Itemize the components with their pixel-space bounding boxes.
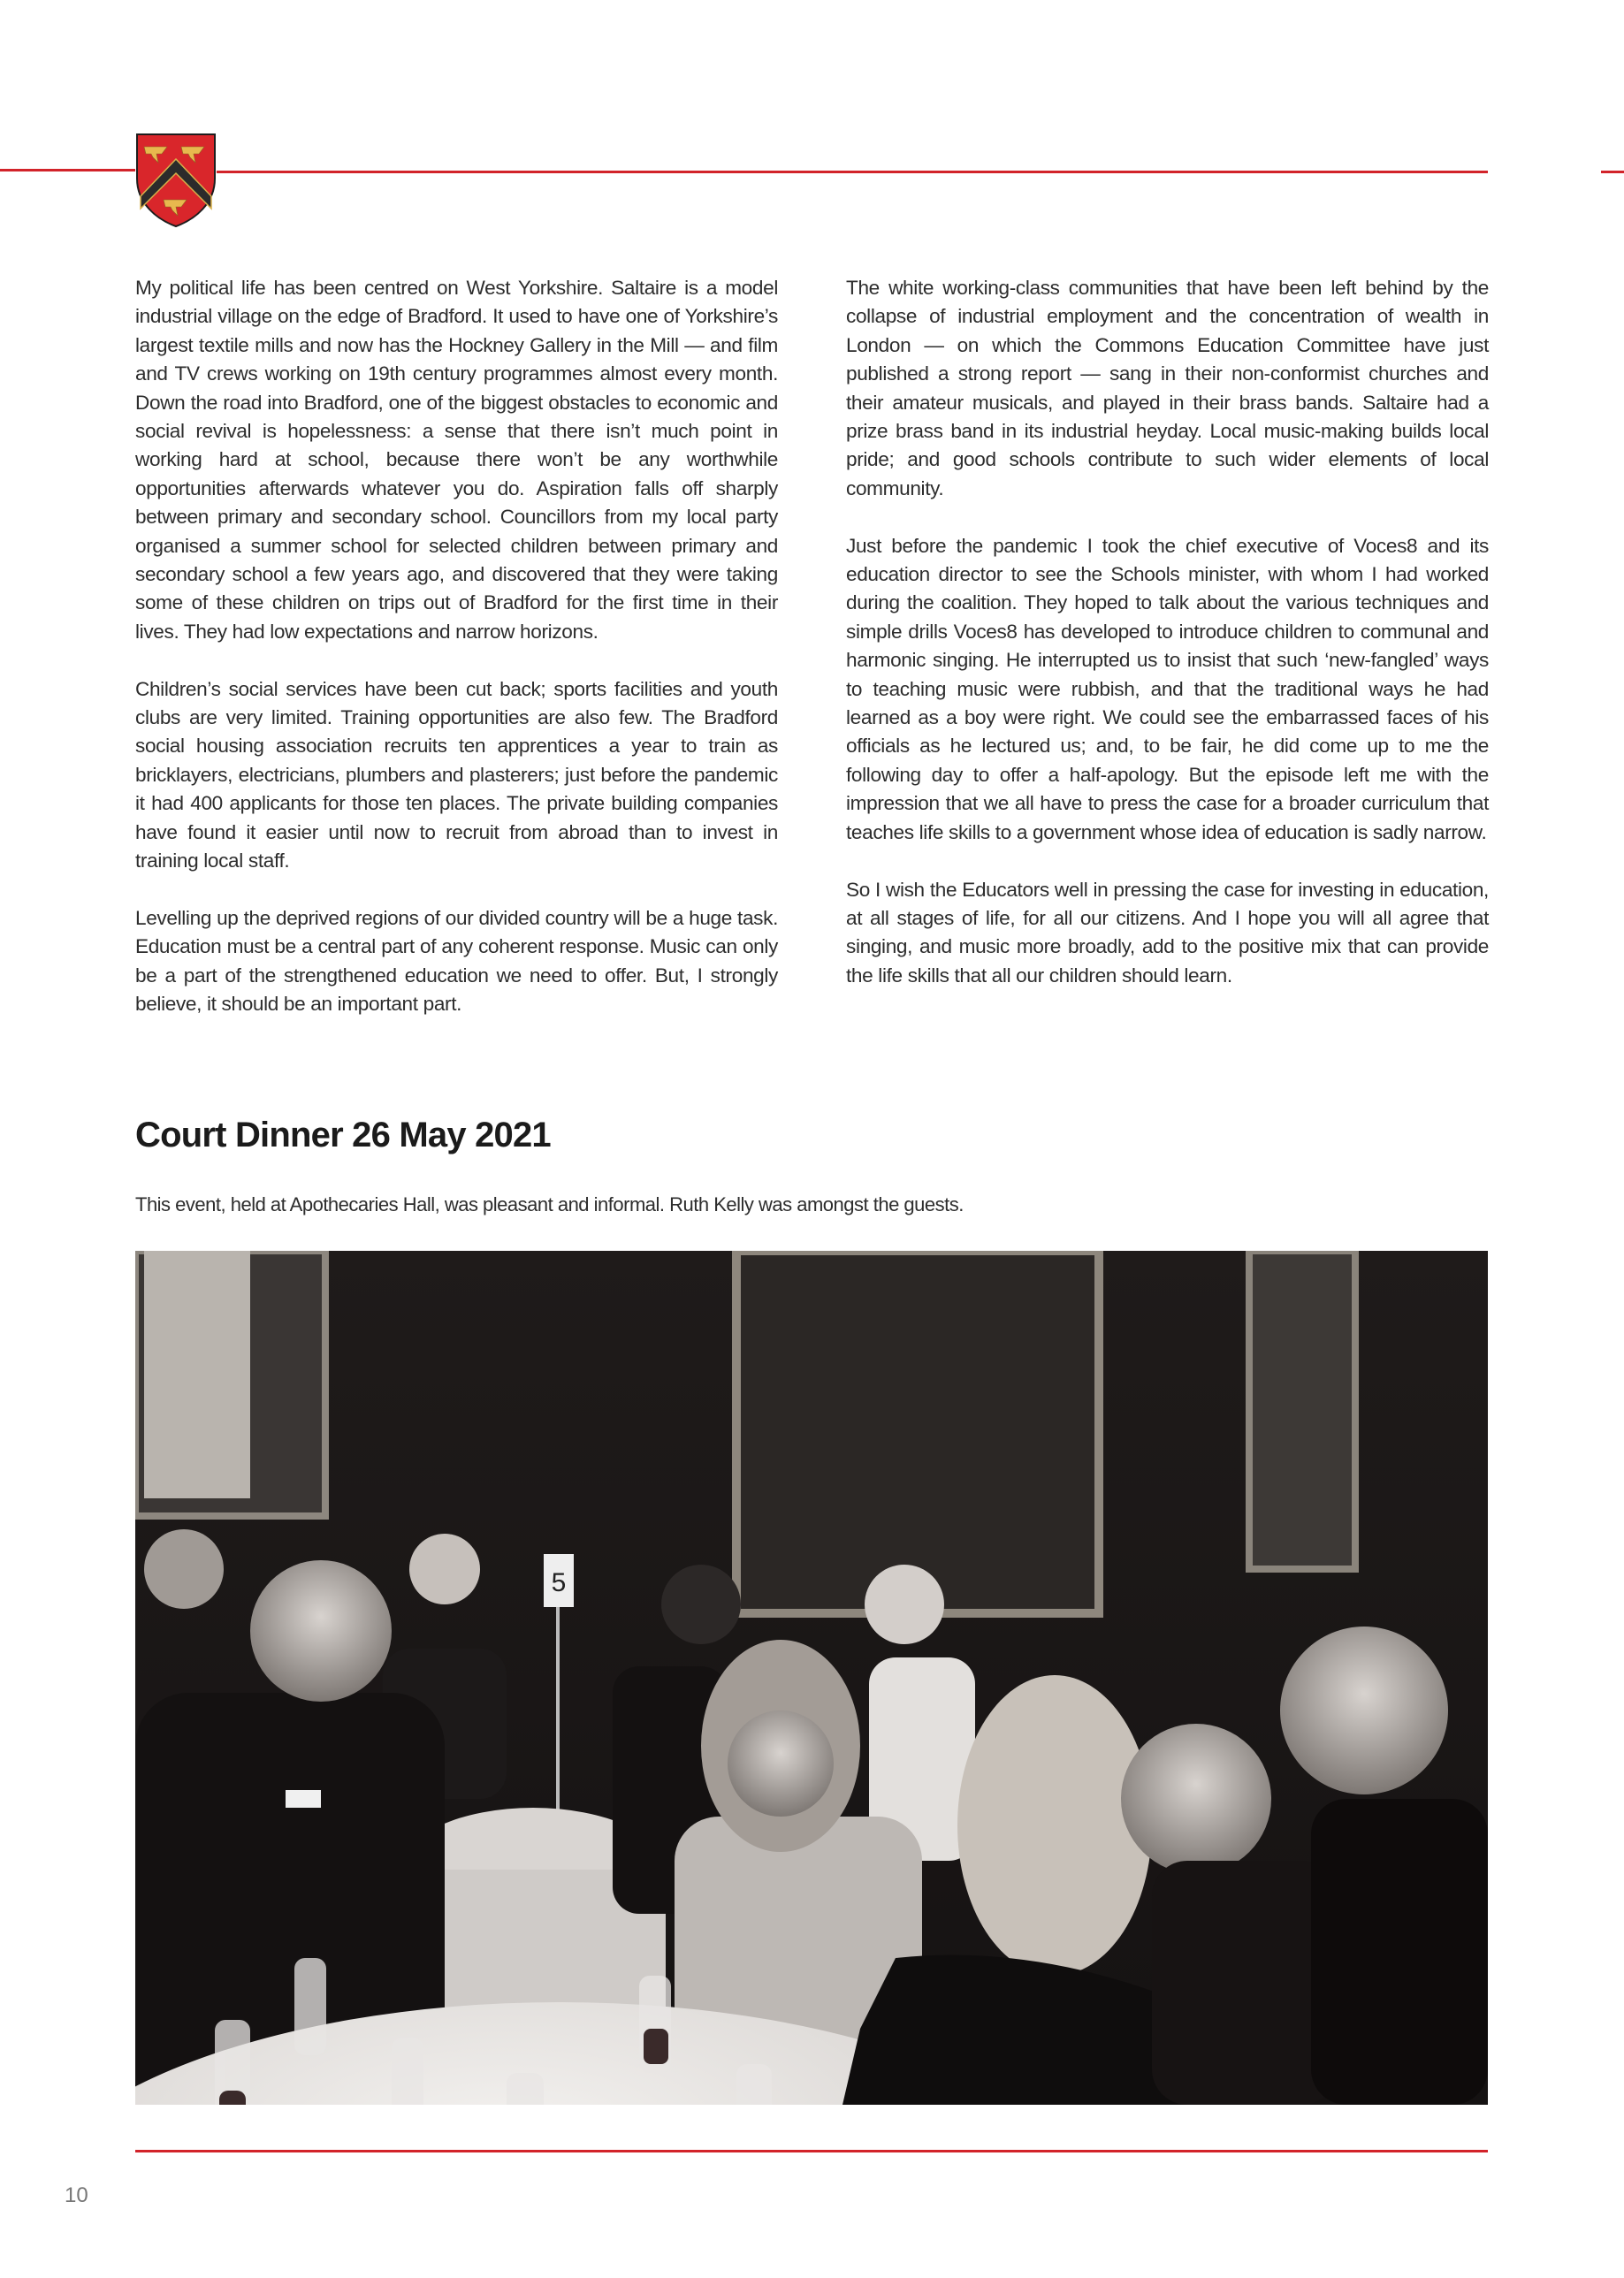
header-rule-main: [217, 171, 1488, 173]
section-title: Court Dinner 26 May 2021: [135, 1116, 551, 1154]
footer-rule: [135, 2150, 1488, 2152]
paragraph: The white working-class communities that have been left behind by the collapse of industrial employment and the concentration of wealth in London — on which the Commons Education Committee have just published a strong report — sang in their non-conformist churches and their amateur musicals, and played in their brass bands. Saltaire had a prize brass band in its industrial heyday. Local music-making builds local pride; and good schools contribute to such wider elements of local community.: [846, 277, 1489, 499]
paragraph: My political life has been centred on West Yorkshire. Saltaire is a model industrial village on the edge of Bradford. It used to have one of Yorkshire’s largest textile mills and now has the Hockney Gallery in the Mill — and film and TV crews working on 19th century programmes almost every month. Down the road into Bradford, one of the biggest obstacles to economic and social revival is hopelessness: a sense that there isn’t much point in working hard at school, because there won’t be any worthwhile opportunities afterwards whatever you do. Aspiration falls off sharply between primary and secondary school. Councillors from my local party organised a summer school for selected children between primary and secondary school a few years ago, and discovered that they were taking some of these children on trips out of Bradford for the first time in their lives. They had low expectations and narrow horizons.: [135, 277, 778, 643]
coat-of-arms-icon: [135, 133, 217, 228]
table-number: 5: [551, 1568, 567, 1597]
article-left-column: [135, 274, 778, 1048]
article-right-column: [846, 274, 1489, 1019]
court-dinner-photo: [135, 1251, 1488, 2105]
header-rule-right-stub: [1601, 171, 1624, 173]
photo-caption: This event, held at Apothecaries Hall, was pleasant and informal. Ruth Kelly was amongst the guests.: [135, 1193, 964, 1215]
paragraph: So I wish the Educators well in pressing the case for investing in education, at all stages of life, for all our citizens. And I hope you will all agree that singing, and music more broadly, add to the positive mix that can provide the life skills that all our children should learn.: [846, 878, 1489, 987]
header-rule-left: [0, 169, 135, 171]
paragraph: Children’s social services have been cut back; sports facilities and youth clubs are very limited. Training opportunities are also few. The Bradford social housing association recruits ten apprentices a year to train as bricklayers, electricians, plumbers and plasterers; just before the pandemic it had 400 applicants for those ten places. The private building companies have found it easier until now to recruit from abroad than to invest in training local staff.: [135, 677, 778, 872]
paragraph: Levelling up the deprived regions of our divided country will be a huge task. Education must be a central part of any coherent response. Music can only be a part of the strengthened education we need to offer. But, I strongly believe, it should be an important part.: [135, 906, 778, 1016]
page-number: 10: [65, 2183, 88, 2207]
paragraph: Just before the pandemic I took the chief executive of Voces8 and its education director to see the Schools minister, with whom I had worked during the coalition. They hoped to talk about the various techniques and simple drills Voces8 has developed to introduce children to communal and harmonic singing. He interrupted us to insist that such ‘new-fangled’ ways to teaching music were rubbish, and that the traditional ways he had learned as a boy were right. We could see the embarrassed faces of his officials as he lectured us; and, to be fair, he did come up to me the following day to offer a half-apology. But the episode left me with the impression that we all have to press the case for a broader curriculum that teaches life skills to a government whose idea of education is sadly narrow.: [846, 534, 1489, 843]
